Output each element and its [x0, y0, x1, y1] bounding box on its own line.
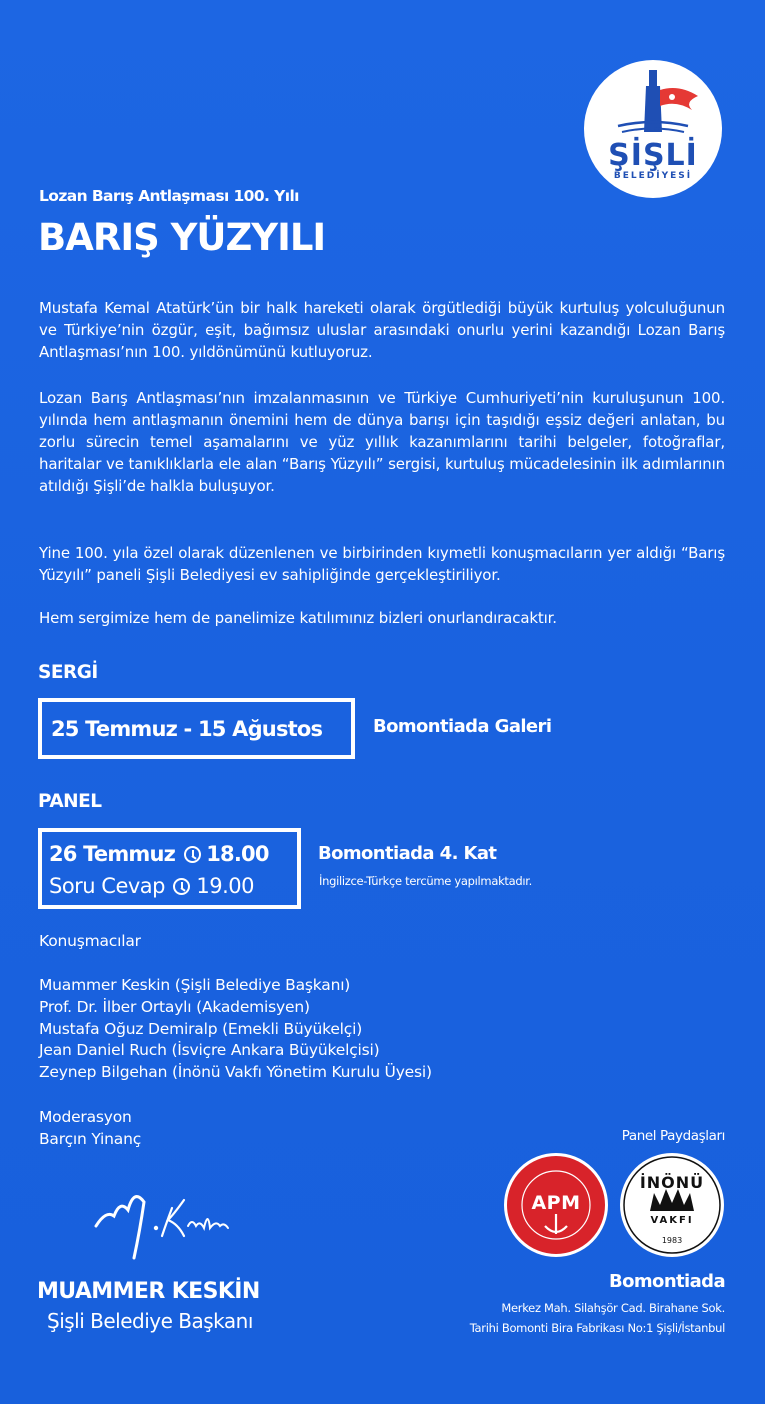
- logo-name: ŞİŞLİ: [608, 138, 698, 173]
- panel-paragraph: Yine 100. yıla özel olarak düzenlenen ve birbirinden kıymetli konuşmacıların yer aldığı “Barış Yüzyılı” paneli Şişli Belediyesi ev sahipliğinde gerçekleştiriliyor.: [39, 544, 725, 584]
- moderator-name: Barçın Yinanç: [39, 1130, 142, 1148]
- translation-note: İngilizce-Türkçe tercüme yapılmaktadır.: [319, 874, 533, 888]
- panel-date-row: [49, 842, 269, 866]
- panel-time: 18.00: [206, 842, 269, 866]
- invitation-paragraph: Hem sergimize hem de panelimize katılımınız bizleri onurlandıracaktır.: [39, 609, 557, 627]
- signatory-name: MUAMMER KESKİN: [37, 1279, 260, 1304]
- panel-label: PANEL: [38, 791, 102, 812]
- signatory-role: Şişli Belediye Başkanı: [47, 1309, 253, 1333]
- speaker-item: Muammer Keskin (Şişli Belediye Başkanı): [39, 976, 351, 994]
- speaker-item: Mustafa Oğuz Demiralp (Emekli Büyükelçi): [39, 1019, 363, 1038]
- panel-qa-row: [49, 874, 254, 898]
- intro-paragraph: Mustafa Kemal Atatürk’ün bir halk hareketi olarak örgütlediği büyük kurtuluş yolculuğunun ve Türkiye’nin özgür, eşit, bağımsız uluslar arasındaki onurlu yerini kazandığı Lozan Barış Antlaşması’nın 100. yıldönümünü kutluyoruz.: [39, 299, 725, 361]
- speaker-item: Jean Daniel Ruch (İsviçre Ankara Büyükelçisi): [39, 1041, 380, 1060]
- event-subtitle: Lozan Barış Antlaşması 100. Yılı: [39, 187, 299, 205]
- address-line-2: Tarihi Bomonti Bira Fabrikası No:1 Şişli/İstanbul: [469, 1321, 725, 1335]
- moderation-heading: Moderasyon: [39, 1108, 132, 1126]
- panel-venue: Bomontiada 4. Kat: [318, 843, 497, 864]
- exhibition-date-box: [38, 698, 355, 759]
- clock-icon: [173, 878, 190, 895]
- qa-time: 19.00: [196, 874, 255, 898]
- apm-logo: [504, 1153, 608, 1257]
- inonu-vakfi-logo: [620, 1153, 724, 1257]
- speakers-heading: Konuşmacılar: [39, 932, 141, 950]
- address-venue: Bomontiada: [609, 1271, 725, 1292]
- inonu-name: İNÖNÜ: [639, 1173, 705, 1192]
- exhibition-paragraph: Lozan Barış Antlaşması’nın imzalanmasının ve Türkiye Cumhuriyeti’nin kuruluşunun 100. yılında hem antlaşmanın önemini hem de dünya barışı için taşıdığı eşsiz değeri anlatan, bu zorlu sürecin temel aşamalarını ve yüz yıllık kazanımlarını tarihi belgeler, fotoğraflar, haritalar ve tanıklıklarla ele alan “Barış Yüzyılı” sergisi, kurtuluş mücadelesinin ilk adımlarının atıldığı Şişli’de halkla buluşuyor.: [39, 389, 725, 495]
- signature-icon: [92, 1180, 242, 1265]
- sisli-belediyesi-logo: [584, 60, 722, 198]
- inonu-sub: VAKFI: [650, 1215, 694, 1226]
- stakeholders-heading: Panel Paydaşları: [621, 1128, 725, 1144]
- logo-subtitle: BELEDİYESİ: [613, 171, 693, 181]
- speaker-item: Zeynep Bilgehan (İnönü Vakfı Yönetim Kurulu Üyesi): [39, 1063, 432, 1082]
- panel-date-box: [38, 828, 301, 909]
- signature-image: [92, 1180, 242, 1265]
- panel-date: 26 Temmuz: [49, 842, 176, 866]
- exhibition-label: SERGİ: [38, 662, 98, 683]
- speaker-item: Prof. Dr. İlber Ortaylı (Akademisyen): [39, 997, 310, 1016]
- clock-icon: [184, 846, 201, 863]
- address-line-1: Merkez Mah. Silahşör Cad. Birahane Sok.: [501, 1301, 725, 1315]
- apm-abbr: APM: [531, 1192, 581, 1214]
- event-title: BARIŞ YÜZYILI: [38, 216, 326, 259]
- speakers-list: [39, 975, 432, 1084]
- exhibition-venue: Bomontiada Galeri: [373, 716, 552, 737]
- exhibition-dates: 25 Temmuz - 15 Ağustos: [51, 717, 323, 741]
- inonu-year: 1983: [661, 1236, 683, 1245]
- qa-label: Soru Cevap: [49, 874, 166, 898]
